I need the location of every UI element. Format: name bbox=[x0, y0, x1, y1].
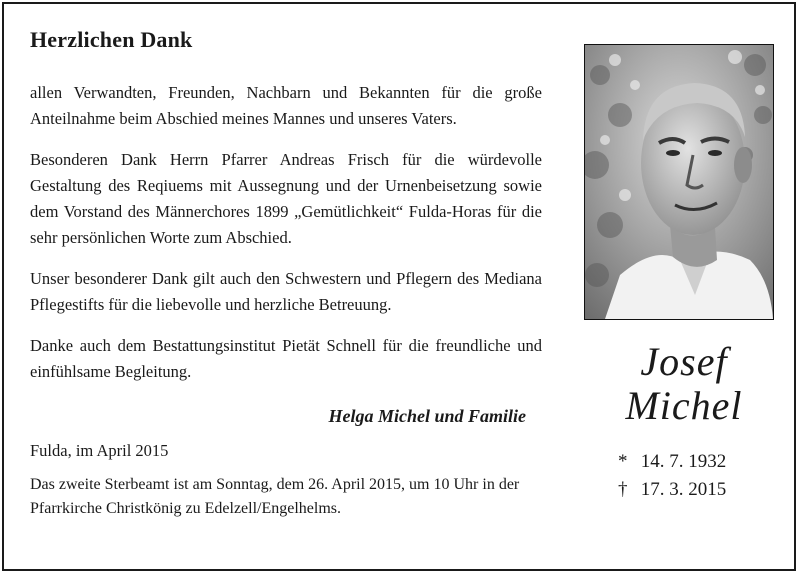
place-date: Fulda, im April 2015 bbox=[30, 441, 169, 460]
portrait-photo bbox=[584, 44, 774, 320]
birth-date-line bbox=[618, 448, 726, 476]
thanks-paragraph-4: Danke auch dem Bestattungsinstitut Pietät Schnell für die freundliche und einfühlsame Begleitung. bbox=[30, 336, 542, 381]
death-date: 17. 3. 2015 bbox=[640, 479, 727, 500]
signature: Helga Michel und Familie bbox=[328, 406, 526, 426]
deceased-first-name: Josef bbox=[640, 339, 728, 384]
life-dates bbox=[618, 448, 726, 504]
thanks-paragraph-1: allen Verwandten, Freunden, Nachbarn und Bekannten für die große Anteilnahme beim Abschied meines Mannes und unseres Vaters. bbox=[30, 83, 542, 128]
portrait-photo-icon bbox=[585, 45, 773, 319]
death-symbol: † bbox=[618, 479, 628, 500]
notice-heading: Herzlichen Dank bbox=[30, 27, 193, 52]
deceased-last-name: Michel bbox=[625, 383, 743, 428]
birth-symbol: * bbox=[618, 451, 628, 472]
service-note: Das zweite Sterbeamt ist am Sonntag, dem 26. April 2015, um 10 Uhr in der Pfarrkirche Christkönig zu Edelzell/Engelhelms. bbox=[30, 476, 520, 517]
notice-text-column bbox=[30, 26, 542, 521]
thanks-paragraph-2: Besonderen Dank Herrn Pfarrer Andreas Frisch für die würdevolle Gestaltung des Reqiuems mit Aussegnung und der Urnenbeisetzung sowie dem Vorstand des Männerchores 1899 „Gemütlichkeit“ Fulda-Horas für die sehr persönlichen Worte zum Abschied. bbox=[30, 150, 542, 247]
birth-date: 14. 7. 1932 bbox=[640, 451, 727, 472]
death-date-line bbox=[618, 476, 726, 504]
thanks-paragraph-3: Unser besonderer Dank gilt auch den Schwestern und Pflegern des Mediana Pflegestifts für die liebevolle und herzliche Betreuung. bbox=[30, 269, 542, 314]
